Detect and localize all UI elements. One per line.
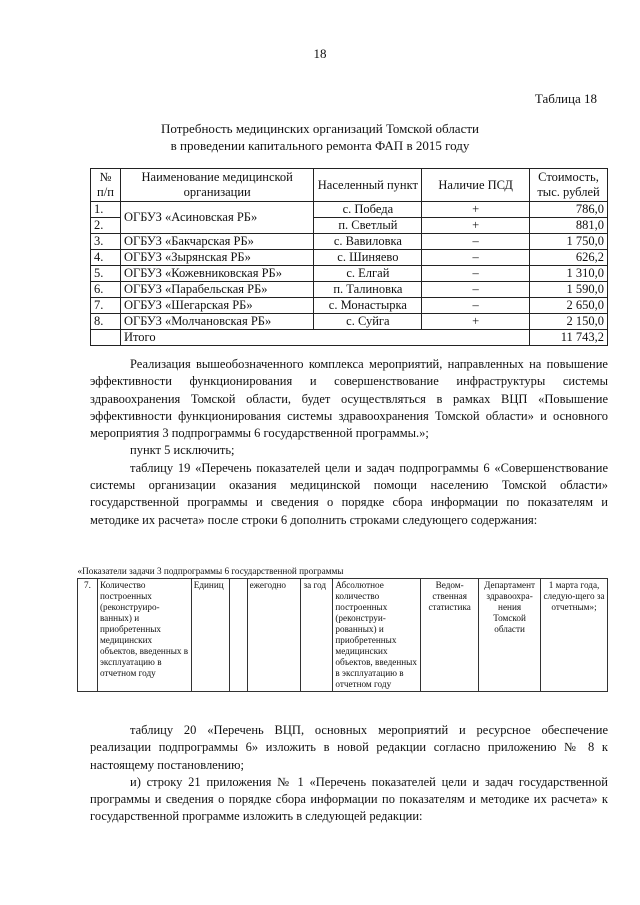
ind-responsible: Департамент здравоохра-нения Томской области	[479, 579, 541, 692]
row-cost: 626,2	[530, 250, 608, 266]
row-number: 5.	[91, 266, 121, 282]
table-row	[91, 202, 608, 218]
row-cost: 1 590,0	[530, 282, 608, 298]
title-line-2: в проведении капитального ремонта ФАП в 2015 году	[170, 138, 470, 153]
header-psd: Наличие ПСД	[422, 169, 530, 202]
row-place: с. Монастырка	[314, 298, 422, 314]
paragraph-text: и) строку 21 приложения № 1 «Перечень показателей цели и задач государственной программы и сведения о порядке сбора информации по показателям и методике их расчета» к государственной программе изложить в следующей редакции:	[90, 774, 608, 824]
ind-period: за год	[301, 579, 333, 692]
row-organization: ОГБУЗ «Парабельская РБ»	[120, 282, 314, 298]
row-psd: –	[422, 234, 530, 250]
row-organization: ОГБУЗ «Шегарская РБ»	[120, 298, 314, 314]
table-title	[0, 120, 640, 154]
table-row	[91, 298, 608, 314]
row-organization: ОГБУЗ «Бакчарская РБ»	[120, 234, 314, 250]
row-organization: ОГБУЗ «Асиновская РБ»	[120, 202, 314, 234]
header-number: № п/п	[91, 169, 121, 202]
paragraph-text: таблицу 19 «Перечень показателей цели и задач подпрограммы 6 «Совершенствование системы организации оказания медицинской помощи населению Томской области» государственной программы и сведения о порядке сбора информации по показателям и методике их расчета» после строки 6 дополнить строками следующего содержания:	[90, 460, 608, 527]
table-row	[91, 234, 608, 250]
total-value: 11 743,2	[530, 330, 608, 346]
row-place: с. Шиняево	[314, 250, 422, 266]
title-line-1: Потребность медицинских организаций Томской области	[161, 121, 479, 136]
indicators-header: «Показатели задачи 3 подпрограммы 6 государственной программы	[78, 565, 608, 579]
row-cost: 2 150,0	[530, 314, 608, 330]
indicators-table	[77, 565, 608, 692]
paragraph-text: Реализация вышеобозначенного комплекса мероприятий, направленных на повышение эффективности функционирования и совершенствование инфраструктуры системы здравоохранения Томской области, будет осуществляться в рамках ВЦП «Повышение эффективности функционирования системы здравоохранения Томской области» и основного мероприятия 3 подпрограммы 6 государственной программы.»;	[90, 357, 608, 441]
row-number: 6.	[91, 282, 121, 298]
row-number: 1.	[91, 202, 121, 218]
row-place: п. Светлый	[314, 218, 422, 234]
row-cost: 786,0	[530, 202, 608, 218]
table-row	[91, 250, 608, 266]
paragraph-implementation	[90, 356, 608, 529]
header-organization: Наименование медицинской организации	[120, 169, 314, 202]
row-number: 3.	[91, 234, 121, 250]
ind-number: 7.	[78, 579, 98, 692]
table-row	[91, 314, 608, 330]
row-place: с. Елгай	[314, 266, 422, 282]
paragraph-text: таблицу 20 «Перечень ВЦП, основных мероприятий и ресурсное обеспечение реализации подпрограммы 6» изложить в новой редакции согласно приложению № 8 к настоящему постановлению;	[90, 723, 608, 772]
row-psd: +	[422, 218, 530, 234]
row-psd: –	[422, 298, 530, 314]
row-number: 8.	[91, 314, 121, 330]
row-organization: ОГБУЗ «Зырянская РБ»	[120, 250, 314, 266]
row-place: с. Вавиловка	[314, 234, 422, 250]
ind-frequency: ежегодно	[247, 579, 301, 692]
table-total-row	[91, 330, 608, 346]
row-number: 7.	[91, 298, 121, 314]
ind-name: Количество построенных (реконструиро-ванных) и приобретенных медицинских объектов, введенных в эксплуатацию в отчетном году	[97, 579, 191, 692]
row-number: 4.	[91, 250, 121, 266]
row-place: п. Талиновка	[314, 282, 422, 298]
paragraph-text: пункт 5 исключить;	[130, 443, 235, 458]
row-psd: –	[422, 250, 530, 266]
table-header-row	[91, 169, 608, 202]
row-psd: –	[422, 282, 530, 298]
table-row	[78, 579, 608, 692]
page-number: 18	[313, 46, 327, 61]
needs-table	[90, 168, 608, 346]
row-organization: ОГБУЗ «Кожевниковская РБ»	[120, 266, 314, 282]
table-row	[91, 266, 608, 282]
row-place: с. Победа	[314, 202, 422, 218]
indicators-header-row	[78, 565, 608, 579]
row-psd: +	[422, 202, 530, 218]
header-place: Населенный пункт	[314, 169, 422, 202]
total-label: Итого	[120, 330, 529, 346]
row-number: 2.	[91, 218, 121, 234]
ind-empty	[229, 579, 247, 692]
ind-deadline: 1 марта года, следую-щего за отчетным»;	[541, 579, 608, 692]
row-psd: –	[422, 266, 530, 282]
table-number: Таблица 18	[534, 91, 597, 106]
ind-definition: Абсолютное количество построенных (реконструи-рованных) и приобретенных медицинских объектов, введенных в эксплуатацию в отчетном году	[333, 579, 421, 692]
row-cost: 1 310,0	[530, 266, 608, 282]
total-empty-cell	[91, 330, 121, 346]
ind-unit: Единиц	[191, 579, 229, 692]
row-cost: 881,0	[530, 218, 608, 234]
header-cost: Стоимость, тыс. рублей	[530, 169, 608, 202]
table-row	[91, 282, 608, 298]
row-psd: +	[422, 314, 530, 330]
row-organization: ОГБУЗ «Молчановская РБ»	[120, 314, 314, 330]
paragraph-table20	[90, 722, 608, 826]
row-place: с. Суйга	[314, 314, 422, 330]
row-cost: 2 650,0	[530, 298, 608, 314]
ind-method: Ведом-ственная статистика	[421, 579, 479, 692]
row-cost: 1 750,0	[530, 234, 608, 250]
